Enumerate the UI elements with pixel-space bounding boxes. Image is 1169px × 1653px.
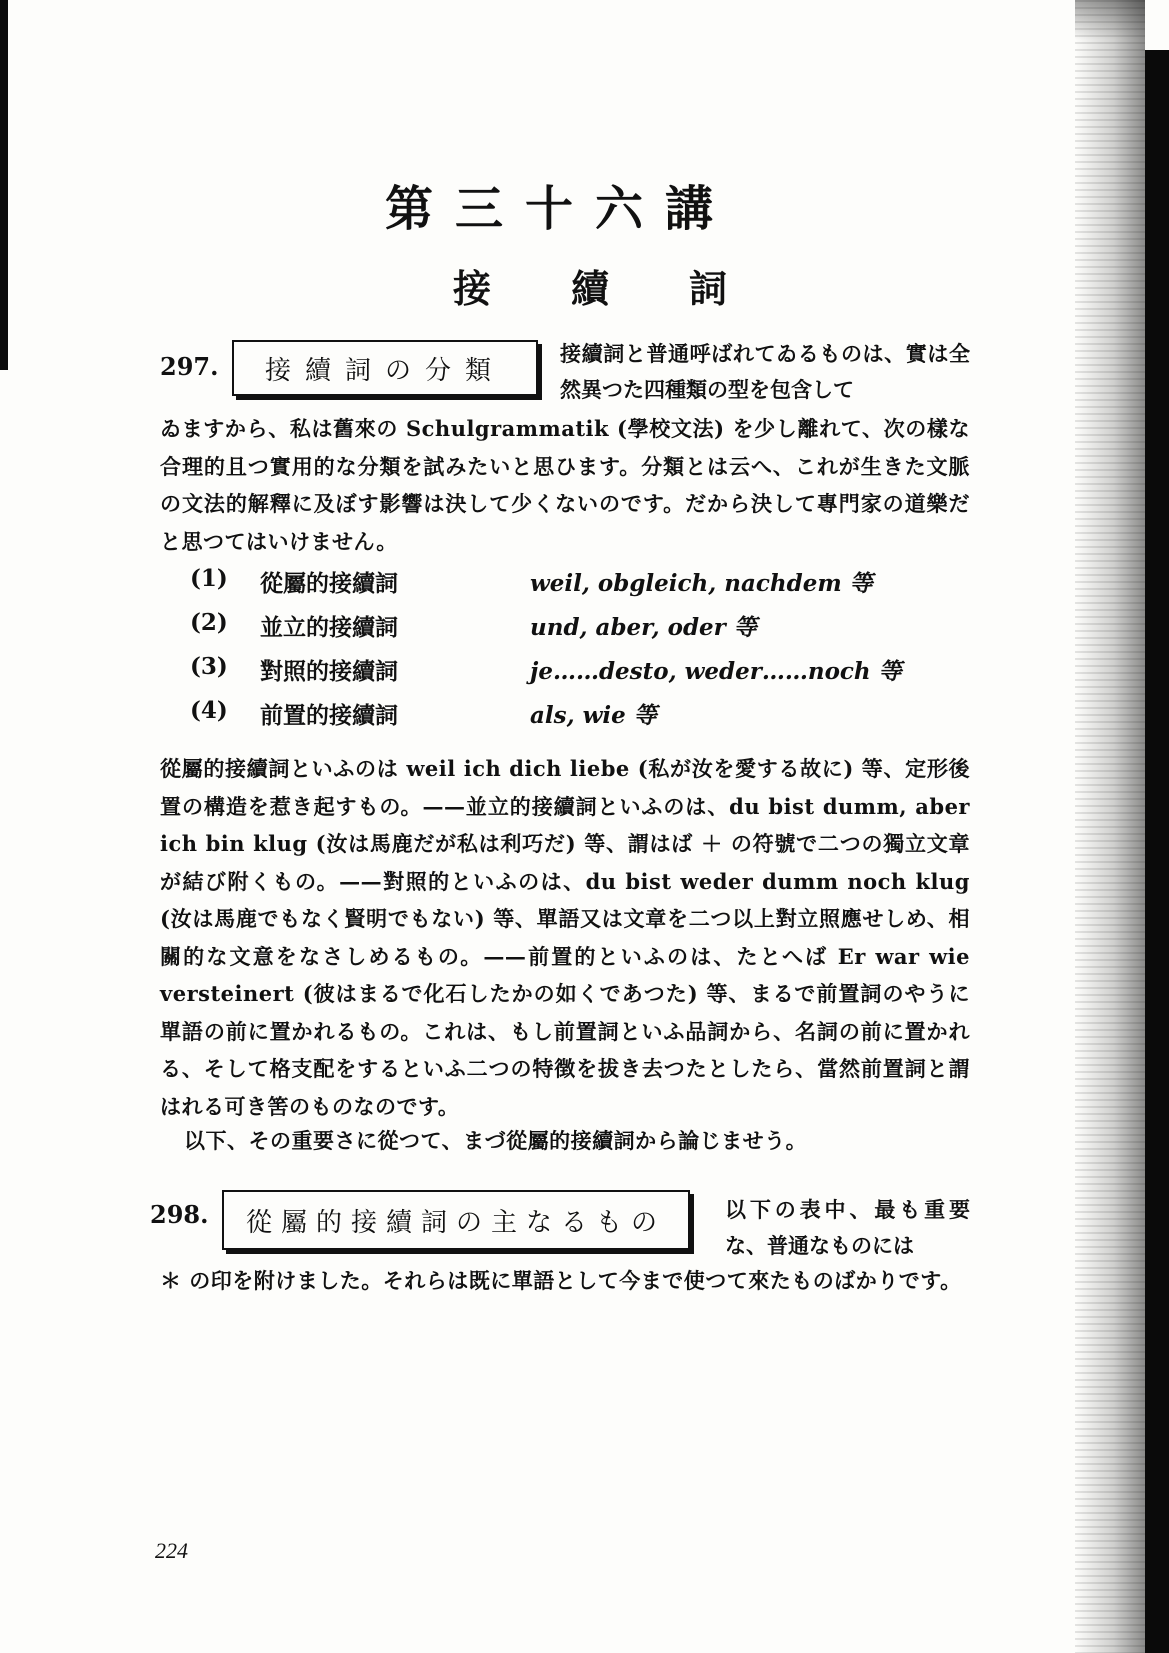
list-item	[190, 609, 970, 653]
scan-edge-right	[1145, 50, 1169, 1653]
list-item-term: 從屬的接續詞	[260, 571, 398, 597]
list-item-number: (1)	[190, 565, 228, 592]
section-297-explanation: 從屬的接續詞といふのは weil ich dich liebe (私が汝を愛する故に) 等、定形後置の構造を惹き起すもの。——並立的接續詞といふのは、du bist dumm, aber ich bin klug (汝は馬鹿だが私は利巧だ) 等、謂はば ＋ の符號で二つの獨立文章が結び附くもの。——對照的といふのは、du bist weder dumm noch klug (汝は馬鹿でもなく賢明でもない) 等、單語又は文章を二つ以上對立照應せしめ、相關的な文意をなさしめるもの。——前置的といふのは、たとへば Er war wie versteinert (彼はまるで化石したかの如くであつた) 等、まるで前置詞のやうに單語の前に置かれるもの。これは、もし前置詞といふ品詞から、名詞の前に置かれる、そして格支配をするといふ二つの特徴を拔き去つたとしたら、當然前置詞と謂はれる可き筈のものなのです。	[160, 756, 970, 1119]
list-item-examples: weil, obgleich, nachdem 等	[530, 570, 873, 597]
section-297-intro: ゐますから、私は舊來の Schulgrammatik (學校文法) を少し離れて、次の樣な合理的且つ實用的な分類を試みたいと思ひます。分類とは云へ、これが生きた文脈の文法的解釋に及ぼす影響は決して少くないのです。だから決して專門家の道樂だと思つてはいけません。	[160, 416, 970, 554]
list-item-examples: je……desto, weder……noch 等	[530, 658, 902, 685]
scan-edge-right-grain	[1075, 0, 1145, 1653]
scan-edge-left	[0, 0, 8, 370]
conjunction-type-list	[190, 565, 970, 741]
list-item-number: (2)	[190, 609, 228, 636]
section-298-number: 298.	[150, 1200, 209, 1229]
list-item	[190, 697, 970, 741]
list-item-term: 前置的接續詞	[260, 703, 398, 729]
list-item-examples: als, wie 等	[530, 702, 657, 729]
list-item	[190, 653, 970, 697]
section-298-aside: 以下の表中、最も重要な、普通なものには	[725, 1197, 970, 1258]
list-item	[190, 565, 970, 609]
page-number: 224	[155, 1538, 188, 1563]
chapter-title: 第三十六講	[384, 181, 735, 237]
list-item-number: (3)	[190, 653, 228, 680]
list-item-term: 並立的接續詞	[260, 615, 398, 641]
list-item-examples: und, aber, oder 等	[530, 614, 757, 641]
section-297-aside: 接續詞と普通呼ばれてゐるものは、實は全然異つた四種類の型を包含して	[560, 341, 970, 402]
section-298-text: ＊ の印を附けました。それらは既に單語として今まで使つて來たものばかりです。	[160, 1268, 962, 1293]
section-298-heading-box	[222, 1190, 690, 1250]
section-298-heading: 從屬的接續詞の主なるもの	[245, 1207, 666, 1238]
section-297-heading: 接續詞の分類	[264, 355, 505, 386]
section-297-closing: 以下、その重要さに從つて、まづ從屬的接續詞から論じませう。	[184, 1128, 808, 1153]
section-297-heading-box	[232, 340, 538, 396]
list-item-number: (4)	[190, 697, 228, 724]
section-297-number: 297.	[160, 352, 219, 381]
chapter-subtitle: 接續詞	[452, 267, 807, 311]
list-item-term: 對照的接續詞	[260, 659, 398, 685]
scan-edge-top-right	[1075, 0, 1145, 40]
